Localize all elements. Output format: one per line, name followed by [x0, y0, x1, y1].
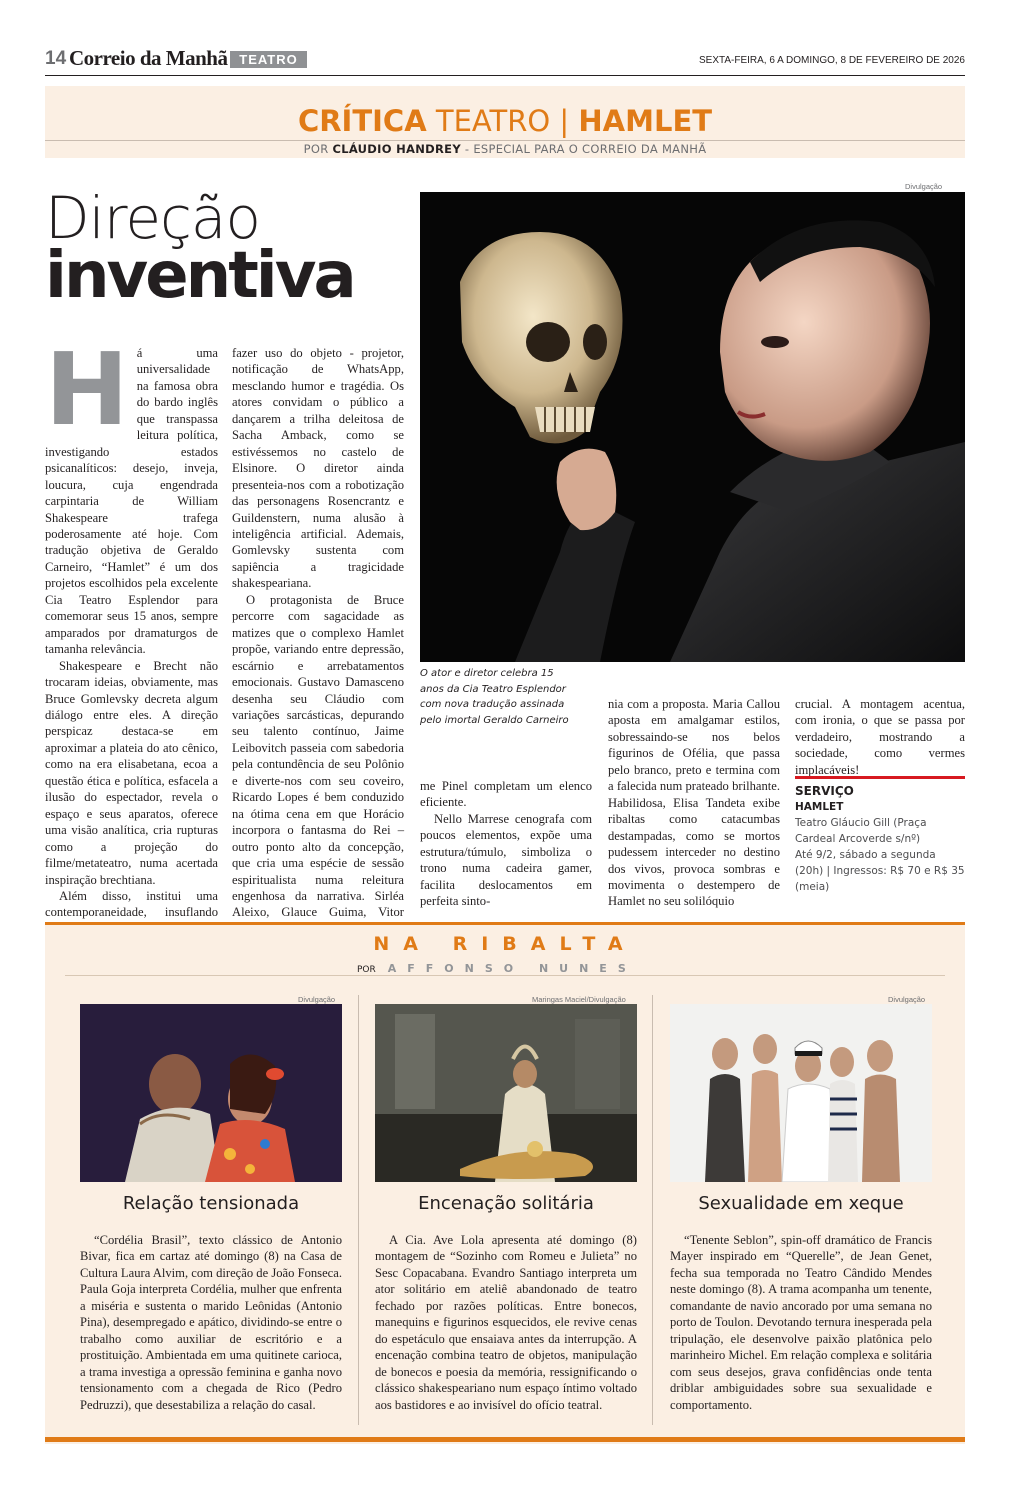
article-column-4 [608, 696, 780, 910]
byline-author: CLÁUDIO HANDREY [332, 142, 461, 156]
ribalta-bottom-rule [45, 1437, 965, 1442]
ribalta-author: AFFONSO NUNES [387, 962, 637, 975]
byline-prefix: POR [303, 142, 333, 156]
service-play-name: HAMLET [795, 801, 844, 813]
card-text [670, 1232, 932, 1413]
article-paragraph: á uma universalidade na famosa obra do bardo inglês que transpassa leitura política, investigando estados psicanalíticos: desejo, inveja, loucura, cuja engendrada carpintaria de William Shakespeare trafega poderosamente até hoje. Com tradução objetiva de Geraldo Carneiro, “Hamlet” é um dos projetos escolhidos pela excelente Cia Teatro Esplendor para comemorar seus 15 anos, sempre amparados por dramaturgos de tamanha relevância. [45, 346, 218, 657]
section-tag: TEATRO [230, 51, 307, 68]
card-text [80, 1232, 342, 1413]
card-divider [652, 995, 653, 1425]
card-title: Sexualidade em xeque [698, 1193, 904, 1214]
ribalta-divider [65, 975, 945, 976]
card-photo-credit: Maringas Maciel/Divulgação [532, 995, 626, 1004]
banner-byline [45, 140, 965, 158]
article-paragraph: O protagonista de Bruce percorre com sagacidade as matizes que o complexo Hamlet propõe, variando entre depressão, escárnio e arrebatamentos emocionais. Gustavo Damasceno desenha seu Cláudio com variações sarcásticas, depurando seu talento contínuo, Jaime Leibovitch passeia com sabedoria pela contundência de seu Polônio e diverte-nos com seu coveiro, Ricardo Lopes é bem conduzido na ótima cena em que Horácio incorpora o fantasma do Rei – outro ponto alto da concepção, que cria uma espécie de sessão espiritualista numa releitura engenhosa da narrativa. Sirléa Aleixo, Glauce Guima, Vitor [232, 592, 404, 920]
review-banner [45, 86, 965, 158]
page-number: 14 [45, 48, 67, 69]
article-paragraph: fazer uso do objeto - projetor, notificação de WhatsApp, mesclando humor e tragédia. Os atores convidam o público a dançarem a trilha deleitosa de Sacha Amback, como se estivéssemos no castelo de Elsinore. O diretor ainda presenteia-nos com a robotização das personagens Rosencrantz e Guildenstern, numa alusão à inteligência artificial. Ademais, Gomlevsky sustenta com sapiência a tragicidade shakespeariana. [232, 346, 404, 591]
article-column-1 [45, 331, 218, 987]
article-paragraph: Além disso, institui uma contemporaneidade, insuflando [45, 888, 218, 920]
article-column-5 [795, 696, 965, 778]
headline-line2: inventiva [45, 239, 354, 313]
article-paragraph: Nello Marrese cenografa com poucos elementos, expõe uma estrutura/túmulo, simboliza o trono numa cadeira gamer, facilita deslocamentos em perfeita sinto- [420, 811, 592, 909]
drop-cap: H [45, 331, 129, 448]
article-paragraph: Shakespeare e Brecht não trocaram ideias, obviamente, mas Bruce Gomlevsky decreta algum diálogo entre eles. A direção perspicaz destaca-se em aproximar a plateia do ato cênico, como na era elisabetana, ecoa a questão ética e política, esfacela a ilusão do espectador, revela o espaço e seus aparatos, oferece uma visão analítica, cria rupturas como a projeção do filme/metateatro, numa acertada inspiração brechtiana. [45, 658, 218, 887]
ribalta-title: NA RIBALTA [373, 933, 637, 955]
card-photo-credit: Divulgação [888, 995, 926, 1004]
ribalta-by: POR [357, 965, 376, 975]
headline-line1: Direção [45, 184, 260, 252]
card-photo-cordelia [80, 1004, 342, 1182]
article-column-3 [420, 778, 592, 910]
romeu-julieta-photo-illustration [375, 1004, 637, 1182]
hamlet-photo-illustration [420, 192, 965, 662]
photo-caption: O ator e diretor celebra 15 anos da Cia Teatro Esplendor com nova tradução assinada pelo imortal Geraldo Carneiro [420, 668, 569, 726]
card-photo-tenente-seblon [670, 1004, 932, 1182]
photo-credit: Divulgação [905, 182, 943, 191]
card-paragraph: A Cia. Ave Lola apresenta até domingo (8) montagem de “Sozinho com Romeu e Julieta” no Sesc Copacabana. Evandro Santiago interpreta um ator solitário em ateliê abandonado de teatro fechado por razões políticas. Entre bonecos, manequins e figurinos esquecidos, ele revive cenas do espetáculo que ensaiava antes da interrupção. A encenação combina teatro de objetos, manipulação de bonecos e poesia da memória, ressignificando o clássico shakespeariano num espaço íntimo voltado aos bastidores e ao invisível do ofício teatral. [375, 1233, 637, 1412]
card-paragraph: “Tenente Seblon”, spin-off dramático de Francis Mayer inspirado em “Querelle”, de Jean Genet, fecha sua temporada no Teatro Cândido Mendes neste domingo (8). A trama acompanha um tenente, comandante de navio ancorado por uma semana no porto de Toulon. Devotando ternura inesperada pela tripulação, ele desenvolve paixão platônica pelo marinheiro Michel. Em relação complexa e solitária com seus desejos, grava confidências onde tenta driblar ambiguidades sobre sua sexualidade e comportamento. [670, 1233, 932, 1412]
banner-play: HAMLET [578, 104, 713, 138]
masthead: Correio da Manhã [69, 46, 228, 70]
card-photo-credit: Divulgação [298, 995, 336, 1004]
page-header [45, 48, 965, 72]
tenente-seblon-photo-illustration [670, 1004, 932, 1182]
article-paragraph: crucial. A montagem acentua, com ironia, o que se passa por verdadeiro, mostrando a sociedade, como vermes implacáveis! [795, 697, 965, 777]
card-title: Encenação solitária [418, 1193, 594, 1214]
card-divider [358, 995, 359, 1425]
article-column-2 [232, 345, 404, 970]
byline-suffix: - ESPECIAL PARA O CORREIO DA MANHÃ [460, 142, 707, 156]
issue-date: SEXTA-FEIRA, 6 A DOMINGO, 8 DE FEVEREIRO DE 2026 [698, 55, 965, 66]
banner-title [45, 103, 965, 139]
article-paragraph: me Pinel completam um elenco eficiente. [420, 779, 592, 810]
header-rule [45, 75, 965, 76]
main-photo-hamlet [420, 192, 965, 662]
banner-kicker: CRÍTICA [297, 104, 427, 138]
card-text [375, 1232, 637, 1413]
cordelia-photo-illustration [80, 1004, 342, 1182]
card-paragraph: “Cordélia Brasil”, texto clássico de Antonio Bivar, fica em cartaz até domingo (8) na Casa de Cultura Laura Alvim, com direção de João Fonseca. Paula Goja interpreta Cordélia, mulher que enfrenta a miséria e sustenta o marido Leônidas (Antonio Pina), desempregado e apático, dividindo-se entre o trabalho como auxiliar de escritório e a prostituição. Ambientada em uma quitinete carioca, a trama investiga a opressão feminina e ganha novo tensionamento com a chegada de Rico (Pedro Pedruzzi), que desestabiliza a relação do casal. [80, 1233, 342, 1412]
ribalta-byline [357, 962, 637, 975]
service-heading: SERVIÇO [795, 784, 854, 798]
service-box [795, 776, 965, 895]
card-photo-romeu-julieta [375, 1004, 637, 1182]
article-paragraph: nia com a proposta. Maria Callou aposta em amalgamar estilos, sobressaindo-se nos belos figurinos de Ofélia, que passa pelo branco, preto e termina com a falecida num prateado brilhante. Habilidosa, Elisa Tandeta exibe ribaltas como catacumbas destampadas, como se mortos pudessem interceder no destino dos vivos, provoca sombras e movimenta o destempero de Hamlet no seu solilóquio [608, 697, 780, 909]
service-venue: Teatro Gláucio Gill (Praça Cardeal Arcoverde s/nº) [795, 817, 927, 845]
card-title: Relação tensionada [122, 1193, 300, 1214]
banner-kicker-light: TEATRO | [426, 104, 579, 138]
service-schedule: Até 9/2, sábado a segunda (20h) | Ingressos: R$ 70 e R$ 35 (meia) [795, 849, 965, 893]
